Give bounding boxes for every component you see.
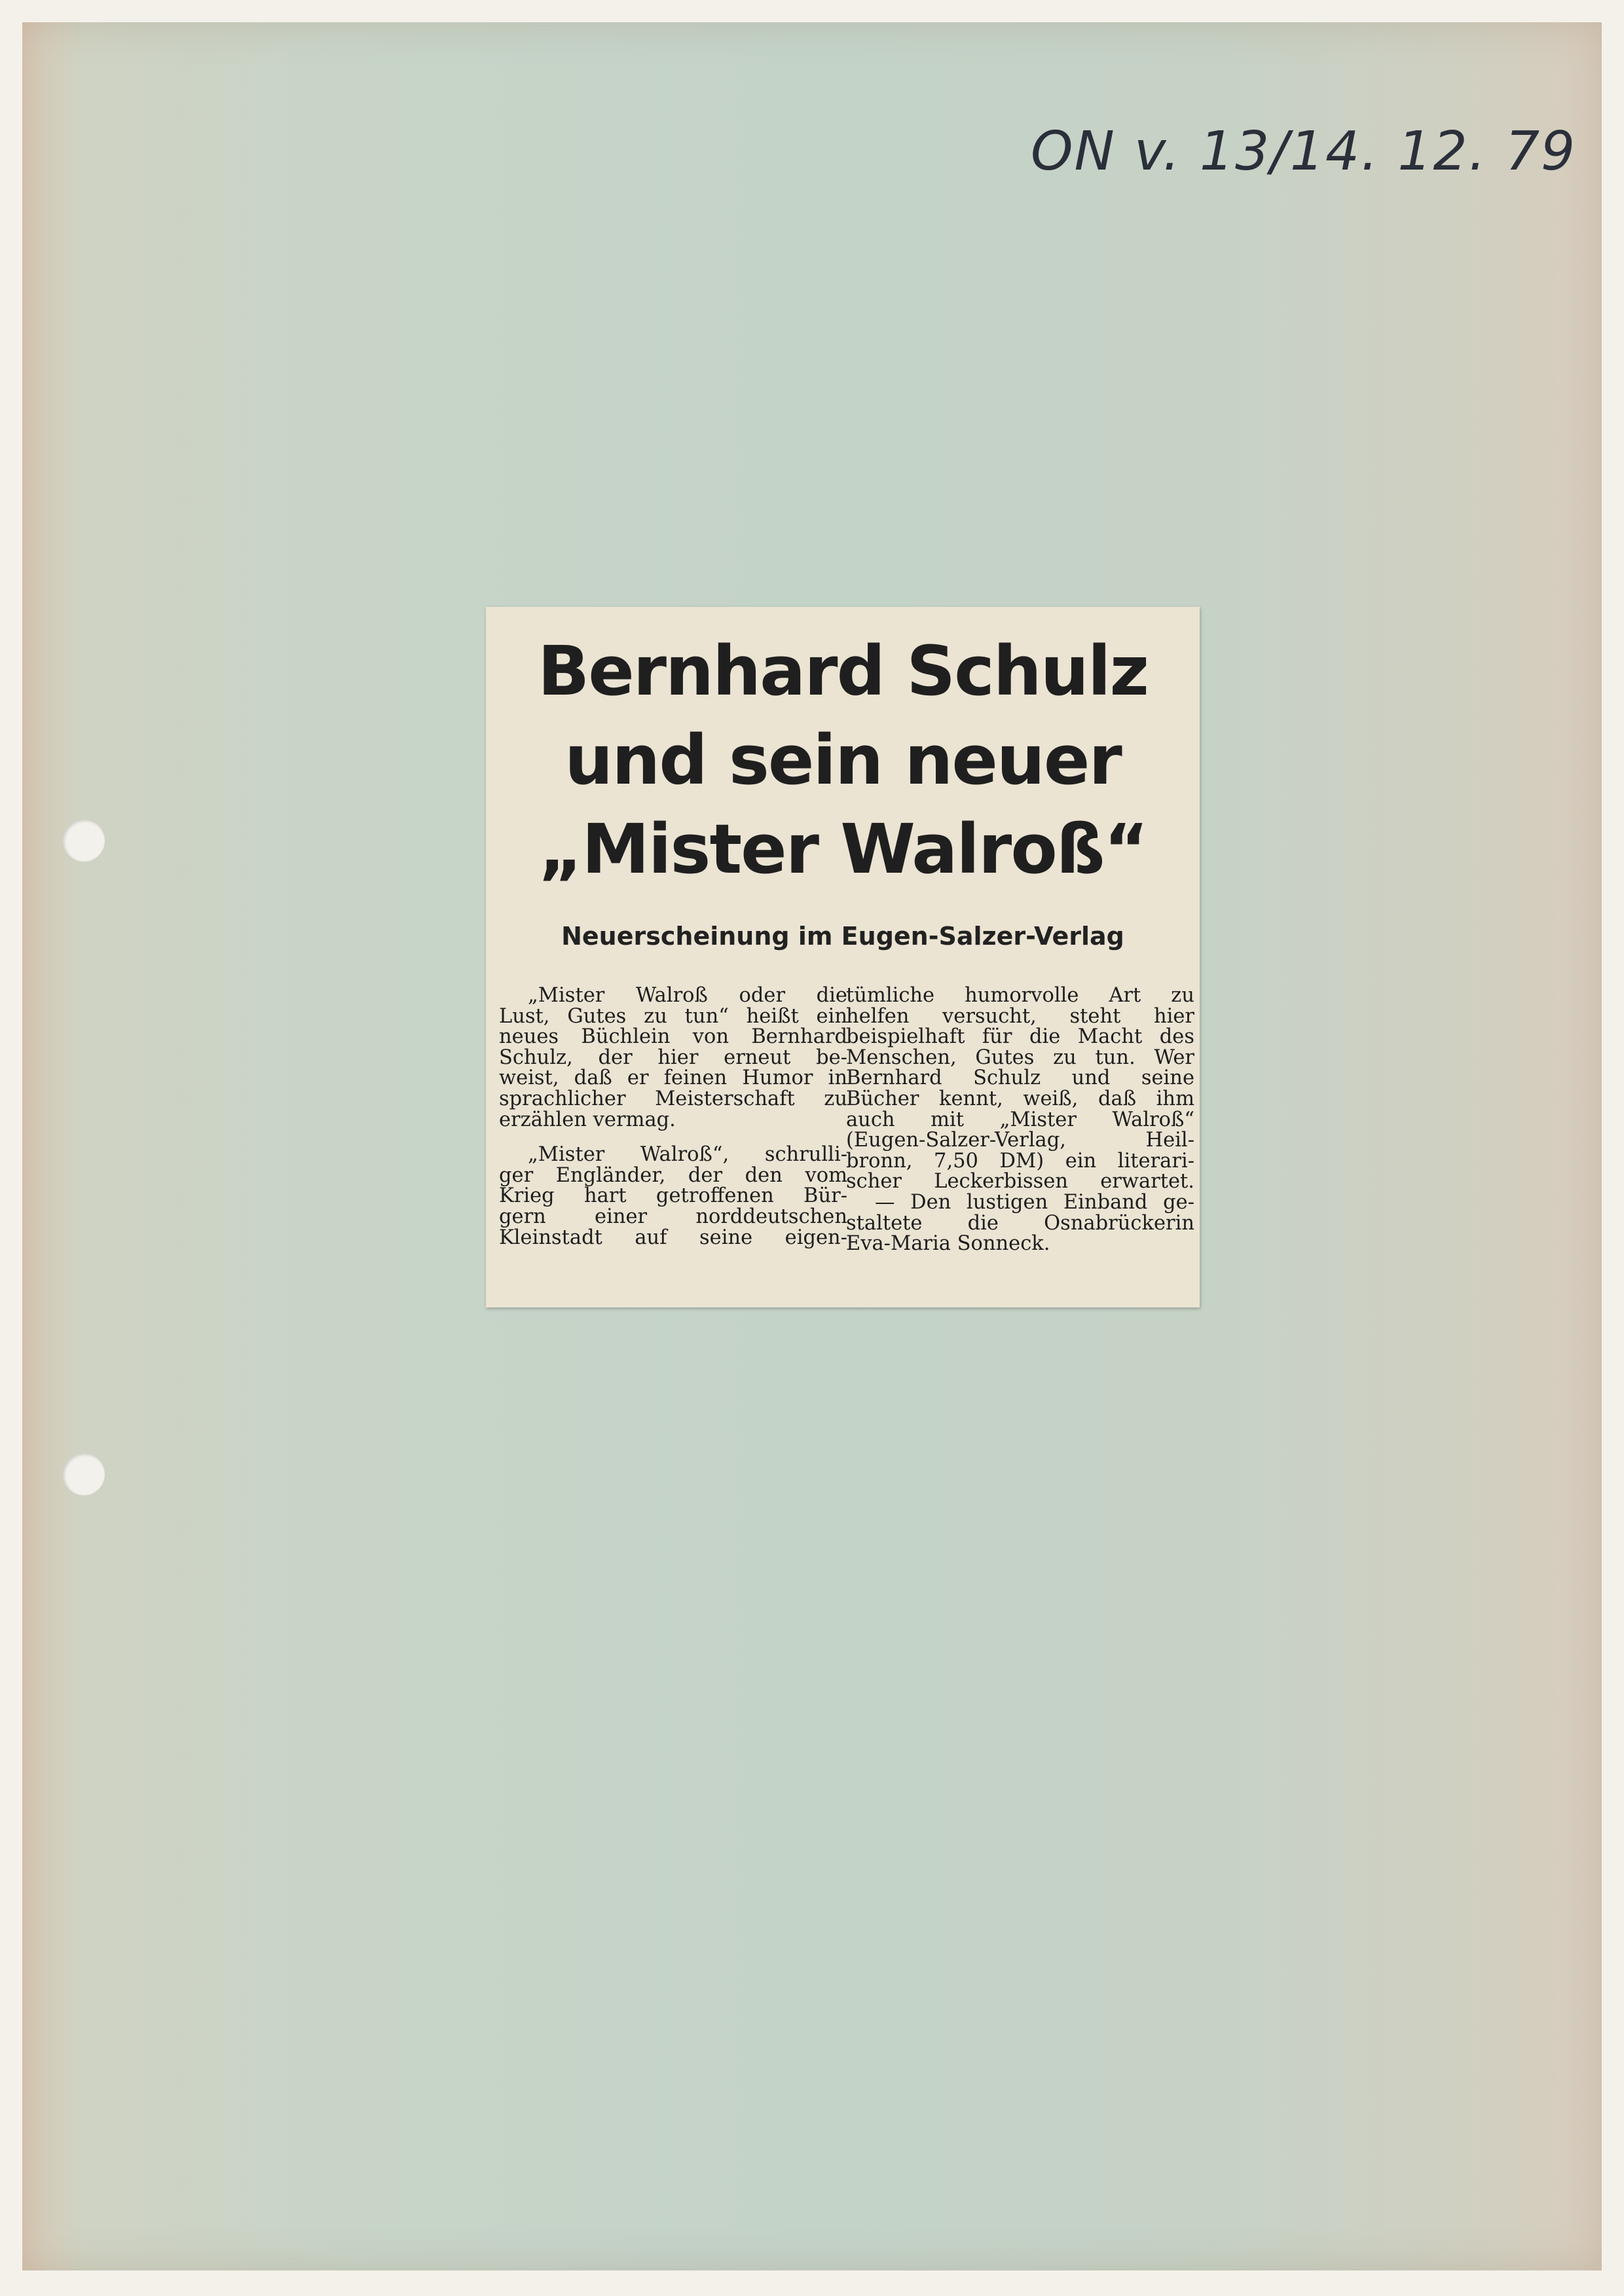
article-text-line: Bücher kennt, weiß, daß ihm [846, 1087, 1194, 1110]
article-text-line: Bernhard Schulz und seine [846, 1066, 1194, 1090]
article-text-line: Lust, Gutes zu tun“ heißt ein [499, 1004, 847, 1028]
article-text-line: sprachlicher Meisterschaft zu [499, 1087, 847, 1110]
headline-line-1: Bernhard Schulz [537, 631, 1149, 711]
punch-hole-top [63, 820, 105, 862]
article-text-line: — Den lustigen Einband ge- [875, 1190, 1194, 1214]
article-text-line: beispielhaft für die Macht des [846, 1025, 1194, 1049]
article-text-line: gern einer norddeutschen [499, 1205, 847, 1228]
article-text-line: neues Büchlein von Bernhard [499, 1025, 847, 1049]
article-text-line: scher Leckerbissen erwartet. [846, 1170, 1194, 1194]
article-text-line: tümliche humorvolle Art zu [846, 984, 1194, 1007]
article-column-1 [499, 985, 847, 1248]
article-text-line: staltete die Osnabrückerin [846, 1211, 1194, 1235]
article-text-line: Kleinstadt auf seine eigen- [499, 1226, 847, 1249]
handwritten-date-note: ON v. 13/14. 12. 79 [1031, 120, 1577, 183]
article-headline [486, 627, 1200, 894]
article-text-line: helfen versucht, steht hier [846, 1004, 1194, 1028]
article-text-line: bronn, 7,50 DM) ein literari- [846, 1149, 1194, 1173]
punch-hole-bottom [63, 1453, 105, 1495]
article-text-line: erzählen vermag. [499, 1108, 676, 1131]
paragraph-gap [499, 1130, 847, 1144]
article-text-line: Menschen, Gutes zu tun. Wer [846, 1046, 1194, 1069]
article-text-line: „Mister Walroß“, schrulli- [528, 1143, 847, 1167]
headline-line-2: und sein neuer [564, 720, 1121, 800]
article-text-line: weist, daß er feinen Humor in [499, 1066, 847, 1090]
article-text-line: auch mit „Mister Walroß“ [846, 1108, 1194, 1131]
article-subheadline: Neuerscheinung im Eugen-Salzer-Verlag [561, 922, 1124, 951]
newspaper-clipping [486, 607, 1200, 1307]
article-text-line: ger Engländer, der den vom [499, 1163, 847, 1187]
article-text-line: Schulz, der hier erneut be- [499, 1046, 847, 1069]
article-column-2 [846, 985, 1194, 1254]
paper-sheet [22, 22, 1602, 2270]
article-text-line: Krieg hart getroffenen Bür- [499, 1184, 847, 1208]
article-text-line: Eva-Maria Sonneck. [846, 1232, 1050, 1256]
article-text-line: „Mister Walroß oder die [528, 984, 847, 1007]
article-text-line: (Eugen-Salzer-Verlag, Heil- [846, 1129, 1194, 1152]
headline-line-3: „Mister Walroß“ [538, 809, 1147, 889]
